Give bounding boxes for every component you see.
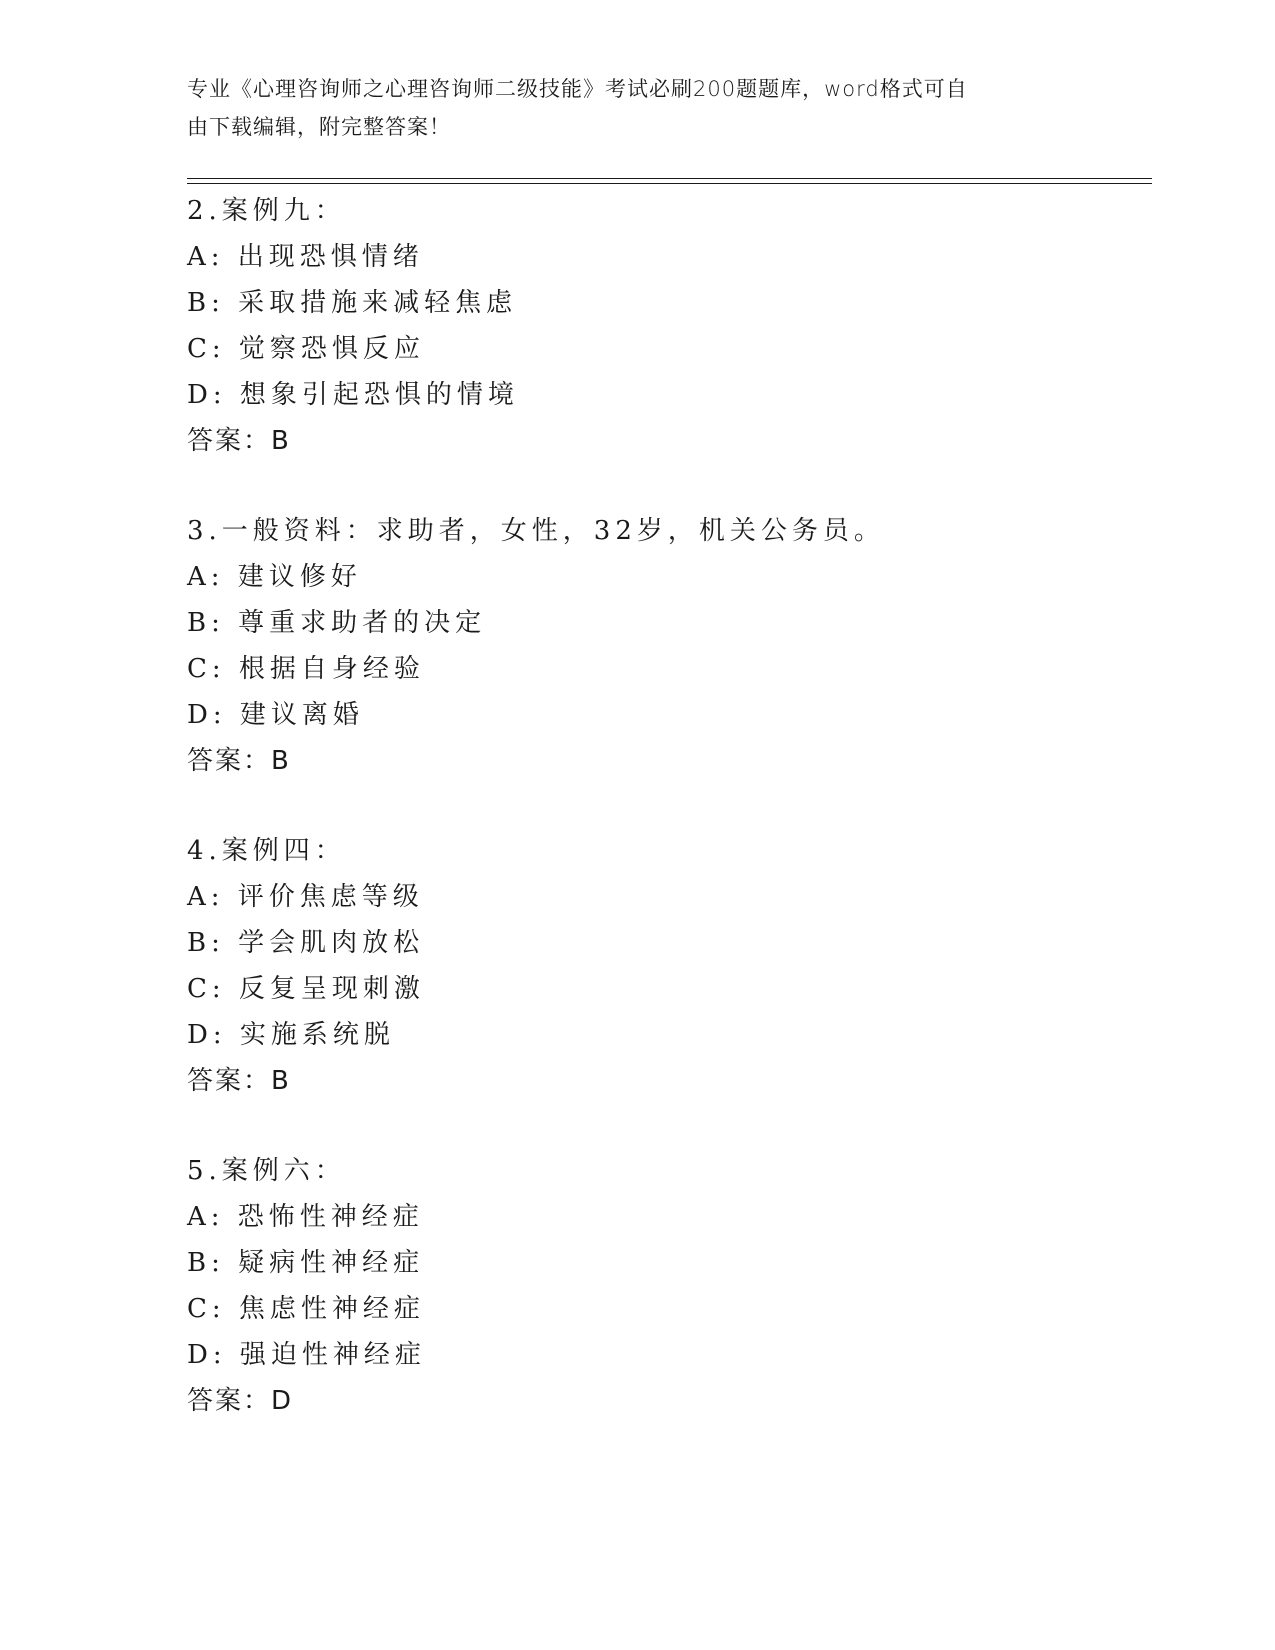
option-c: C: 焦虑性神经症	[187, 1294, 425, 1324]
option-d: D: 强迫性神经症	[187, 1340, 426, 1370]
option-c: C: 觉察恐惧反应	[187, 334, 425, 364]
option-a: A: 恐怖性神经症	[187, 1202, 424, 1232]
document-header	[187, 70, 1067, 146]
answer-line: 答案：B	[187, 1066, 291, 1096]
header-line-2: 由下载编辑，附完整答案！	[187, 115, 451, 139]
option-a: A: 评价焦虑等级	[187, 882, 424, 912]
option-a: A: 建议修好	[187, 562, 362, 592]
option-b: B: 疑病性神经症	[187, 1248, 425, 1278]
question-title: 5.案例六：	[187, 1156, 346, 1186]
option-c: C: 根据自身经验	[187, 654, 425, 684]
option-d: D: 实施系统脱	[187, 1020, 395, 1050]
option-d: D: 想象引起恐惧的情境	[187, 380, 519, 410]
option-d: D: 建议离婚	[187, 700, 364, 730]
question-title: 4.案例四：	[187, 836, 346, 866]
option-a: A: 出现恐惧情绪	[187, 242, 424, 272]
option-b: B: 采取措施来减轻焦虑	[187, 288, 518, 318]
answer-line: 答案：B	[187, 746, 291, 776]
option-c: C: 反复呈现刺激	[187, 974, 425, 1004]
option-b: B: 学会肌肉放松	[187, 928, 425, 958]
answer-line: 答案：D	[187, 1386, 294, 1416]
question-list	[187, 188, 1147, 1424]
header-divider-top	[187, 178, 1152, 179]
header-line-1: 专业《心理咨询师之心理咨询师二级技能》考试必刷200题题库，word格式可自	[187, 77, 968, 101]
question-title: 3.一般资料：求助者，女性，32岁，机关公务员。	[187, 516, 885, 546]
header-divider-bottom	[187, 183, 1152, 184]
option-b: B: 尊重求助者的决定	[187, 608, 487, 638]
question-title: 2.案例九：	[187, 196, 346, 226]
question-item	[187, 188, 1147, 464]
question-item	[187, 828, 1147, 1104]
question-item	[187, 508, 1147, 784]
question-item	[187, 1148, 1147, 1424]
answer-line: 答案：B	[187, 426, 291, 456]
